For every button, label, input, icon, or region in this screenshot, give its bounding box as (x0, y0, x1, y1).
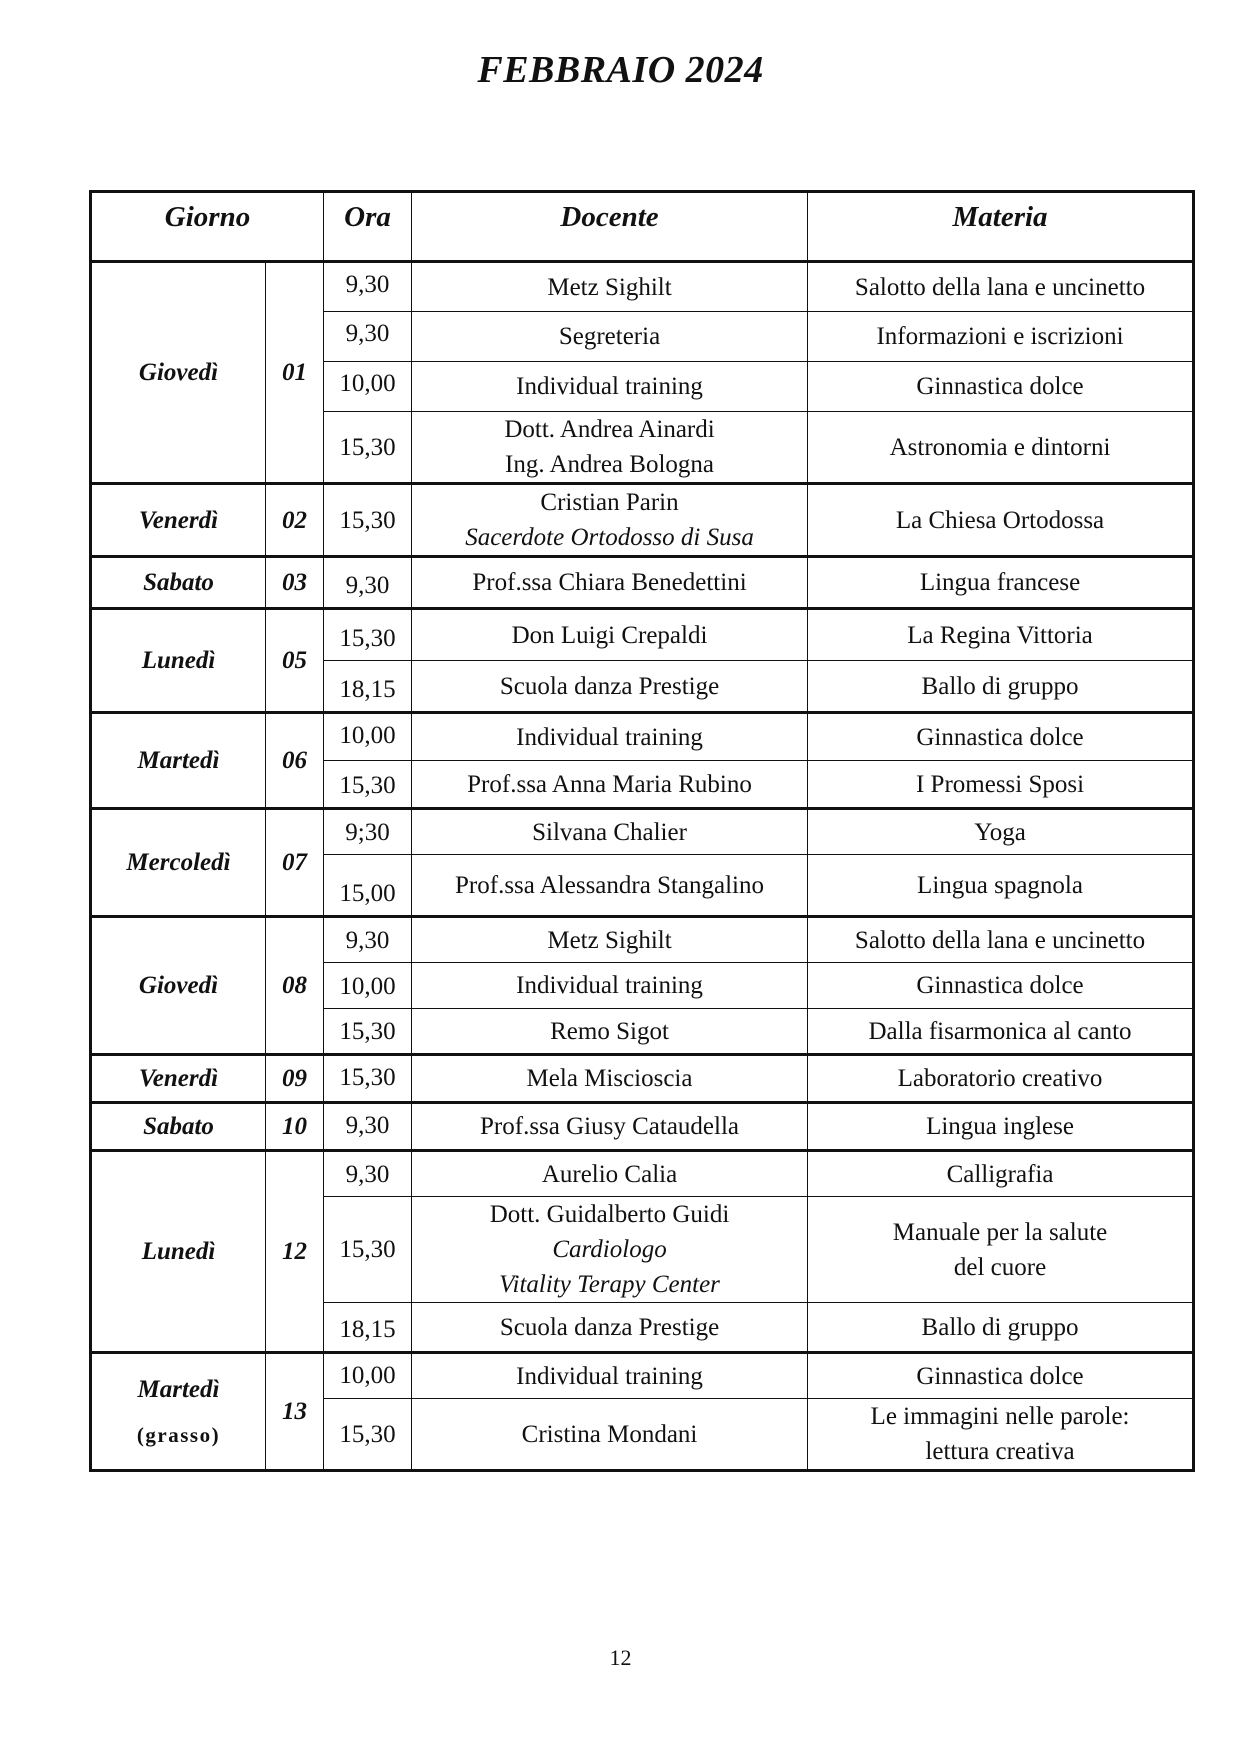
table-row (91, 1151, 1194, 1197)
table-row (91, 1055, 1194, 1103)
table-row (91, 917, 1194, 963)
day-name: Giovedì (138, 972, 219, 999)
teacher-name: Silvana Chalier (532, 818, 687, 846)
teacher-name: Dott. Guidalberto Guidi (489, 1201, 730, 1228)
subject-name: Manuale per la salute (892, 1218, 1108, 1246)
time-cell: 9,30 (324, 557, 412, 609)
teacher-name: Prof.ssa Anna Maria Rubino (467, 770, 752, 798)
teacher-cell (412, 557, 808, 609)
day-number: 03 (266, 557, 324, 609)
time-cell: 9,30 (324, 262, 412, 312)
subject-cell (808, 609, 1194, 661)
time-cell: 9,30 (324, 312, 412, 362)
day-name: Sabato (143, 1113, 214, 1140)
day-name-cell (91, 809, 266, 917)
teacher-name: Metz Sighilt (547, 926, 672, 954)
table-row (91, 557, 1194, 609)
subject-name: Ginnastica dolce (916, 972, 1084, 999)
time-cell: 15,30 (324, 761, 412, 809)
teacher-cell (412, 1353, 808, 1399)
subject-name: del cuore (953, 1253, 1047, 1281)
teacher-cell (412, 963, 808, 1009)
teacher-cell (412, 362, 808, 412)
teacher-cell (412, 661, 808, 713)
day-name-cell (91, 1151, 266, 1353)
teacher-name: Segreteria (558, 323, 661, 350)
time-cell: 15,30 (324, 1009, 412, 1055)
day-name: Martedì (137, 747, 220, 774)
subject-name: lettura creativa (925, 1438, 1075, 1465)
subject-name: Calligrafia (946, 1160, 1054, 1188)
schedule-table (89, 190, 1195, 1472)
subject-name: Astronomia e dintorni (889, 433, 1111, 461)
subject-name: La Regina Vittoria (907, 621, 1093, 649)
teacher-name: Individual training (516, 723, 703, 751)
teacher-name: Cristina Mondani (521, 1420, 698, 1448)
teacher-name: Mela Miscioscia (526, 1065, 693, 1092)
day-name-cell (91, 262, 266, 484)
teacher-cell (412, 1055, 808, 1103)
teacher-name: Don Luigi Crepaldi (511, 621, 708, 649)
teacher-name: Metz Sighilt (547, 273, 672, 301)
teacher-cell (412, 262, 808, 312)
day-number: 07 (266, 809, 324, 917)
teacher-cell (412, 484, 808, 557)
time-cell: 10,00 (324, 1353, 412, 1399)
header-ora: Ora (324, 192, 412, 262)
subject-cell (808, 917, 1194, 963)
time-cell: 18,15 (324, 661, 412, 713)
day-name-cell (91, 917, 266, 1055)
teacher-name: Ing. Andrea Bologna (505, 451, 714, 478)
teacher-cell (412, 1197, 808, 1303)
day-name: Venerdì (138, 1065, 219, 1092)
day-name-cell (91, 1103, 266, 1151)
teacher-name: Individual training (516, 1362, 703, 1390)
time-cell: 15,30 (324, 1399, 412, 1471)
table-row (91, 809, 1194, 855)
subject-name: Dalla fisarmonica al canto (868, 1017, 1132, 1045)
teacher-cell (412, 917, 808, 963)
table-row (91, 713, 1194, 761)
teacher-cell (412, 412, 808, 484)
time-cell: 15,30 (324, 1055, 412, 1103)
teacher-name: Cristian Parin (540, 489, 679, 516)
day-number: 10 (266, 1103, 324, 1151)
table-row (91, 484, 1194, 557)
subject-cell (808, 809, 1194, 855)
subject-cell (808, 1197, 1194, 1303)
time-cell: 9,30 (324, 1103, 412, 1151)
teacher-name: Individual training (516, 373, 703, 400)
day-number: 01 (266, 262, 324, 484)
subject-name: Ginnastica dolce (916, 373, 1084, 400)
teacher-cell (412, 713, 808, 761)
subject-name: Ginnastica dolce (916, 1362, 1084, 1390)
subject-name: Le immagini nelle parole: (870, 1403, 1130, 1430)
day-number: 08 (266, 917, 324, 1055)
table-row (91, 1103, 1194, 1151)
day-name: Mercoledì (126, 849, 231, 876)
subject-cell (808, 661, 1194, 713)
subject-name: Informazioni e iscrizioni (876, 323, 1124, 350)
subject-cell (808, 1103, 1194, 1151)
page-number: 12 (609, 1645, 632, 1670)
header-docente: Docente (412, 192, 808, 262)
teacher-role: Cardiologo (552, 1236, 667, 1263)
teacher-cell (412, 312, 808, 362)
subject-cell (808, 1009, 1194, 1055)
day-name: Giovedì (138, 359, 219, 386)
subject-cell (808, 963, 1194, 1009)
day-name: Lunedì (141, 647, 216, 674)
subject-cell (808, 1303, 1194, 1353)
subject-name: Lingua spagnola (917, 871, 1083, 899)
subject-cell (808, 484, 1194, 557)
subject-name: I Promessi Sposi (915, 770, 1085, 798)
subject-cell (808, 1399, 1194, 1471)
day-name-cell (91, 713, 266, 809)
day-number: 09 (266, 1055, 324, 1103)
teacher-cell (412, 809, 808, 855)
page-title: FEBBRAIO 2024 (477, 49, 764, 91)
time-cell: 15,30 (324, 484, 412, 557)
teacher-cell (412, 1399, 808, 1471)
day-number: 13 (266, 1353, 324, 1471)
subject-cell (808, 312, 1194, 362)
table-row (91, 262, 1194, 312)
teacher-name: Prof.ssa Giusy Cataudella (480, 1113, 739, 1140)
teacher-name: Dott. Andrea Ainardi (504, 416, 715, 443)
subject-name: Ginnastica dolce (916, 723, 1084, 751)
subject-cell (808, 557, 1194, 609)
subject-cell (808, 362, 1194, 412)
teacher-role: Vitality Terapy Center (499, 1271, 720, 1298)
header-giorno: Giorno (91, 192, 324, 262)
subject-name: Yoga (974, 818, 1026, 846)
teacher-cell (412, 609, 808, 661)
subject-cell (808, 1151, 1194, 1197)
day-name: Martedì (137, 1376, 220, 1404)
teacher-name: Aurelio Calia (541, 1160, 678, 1188)
subject-name: Ballo di gruppo (921, 1313, 1079, 1341)
day-name-cell (91, 484, 266, 557)
day-name: Sabato (143, 569, 214, 596)
subject-name: Laboratorio creativo (897, 1065, 1103, 1092)
subject-name: Lingua francese (919, 569, 1081, 596)
teacher-name: Prof.ssa Chiara Benedettini (472, 569, 747, 596)
day-name-cell (91, 557, 266, 609)
subject-cell (808, 1055, 1194, 1103)
teacher-cell (412, 1151, 808, 1197)
teacher-cell (412, 1103, 808, 1151)
teacher-name: Remo Sigot (550, 1017, 669, 1045)
subject-cell (808, 761, 1194, 809)
table-row (91, 1353, 1194, 1399)
time-cell: 9,30 (324, 1151, 412, 1197)
day-number: 06 (266, 713, 324, 809)
time-cell: 15,30 (324, 1197, 412, 1303)
subject-name: Lingua inglese (926, 1113, 1074, 1140)
table-row (91, 609, 1194, 661)
time-cell: 9,30 (324, 917, 412, 963)
time-cell: 10,00 (324, 362, 412, 412)
day-number: 12 (266, 1151, 324, 1353)
subject-cell (808, 412, 1194, 484)
subject-cell (808, 855, 1194, 917)
time-cell: 10,00 (324, 713, 412, 761)
subject-cell (808, 262, 1194, 312)
teacher-cell (412, 761, 808, 809)
table-header-row (91, 192, 1194, 262)
day-number: 02 (266, 484, 324, 557)
time-cell: 15,30 (324, 609, 412, 661)
day-name-cell (91, 1353, 266, 1471)
teacher-role: Sacerdote Ortodosso di Susa (465, 524, 754, 551)
subject-name: Salotto della lana e uncinetto (854, 273, 1146, 301)
teacher-cell (412, 855, 808, 917)
time-cell: 10,00 (324, 963, 412, 1009)
day-name: Lunedì (141, 1238, 216, 1265)
teacher-name: Prof.ssa Alessandra Stangalino (455, 871, 764, 899)
teacher-name: Scuola danza Prestige (499, 1313, 720, 1341)
teacher-name: Scuola danza Prestige (499, 672, 720, 700)
day-name: Venerdì (138, 506, 219, 534)
day-note: (grasso) (136, 1423, 221, 1448)
time-cell: 15,30 (324, 412, 412, 484)
subject-cell (808, 713, 1194, 761)
subject-cell (808, 1353, 1194, 1399)
teacher-cell (412, 1303, 808, 1353)
day-name-cell (91, 609, 266, 713)
day-name-cell (91, 1055, 266, 1103)
teacher-cell (412, 1009, 808, 1055)
header-materia: Materia (808, 192, 1194, 262)
subject-name: La Chiesa Ortodossa (895, 506, 1105, 534)
time-cell: 15,00 (324, 855, 412, 917)
day-number: 05 (266, 609, 324, 713)
subject-name: Salotto della lana e uncinetto (854, 926, 1146, 954)
subject-name: Ballo di gruppo (921, 672, 1079, 700)
teacher-name: Individual training (516, 972, 703, 999)
schedule-body (91, 262, 1194, 1471)
time-cell: 9;30 (324, 809, 412, 855)
time-cell: 18,15 (324, 1303, 412, 1353)
